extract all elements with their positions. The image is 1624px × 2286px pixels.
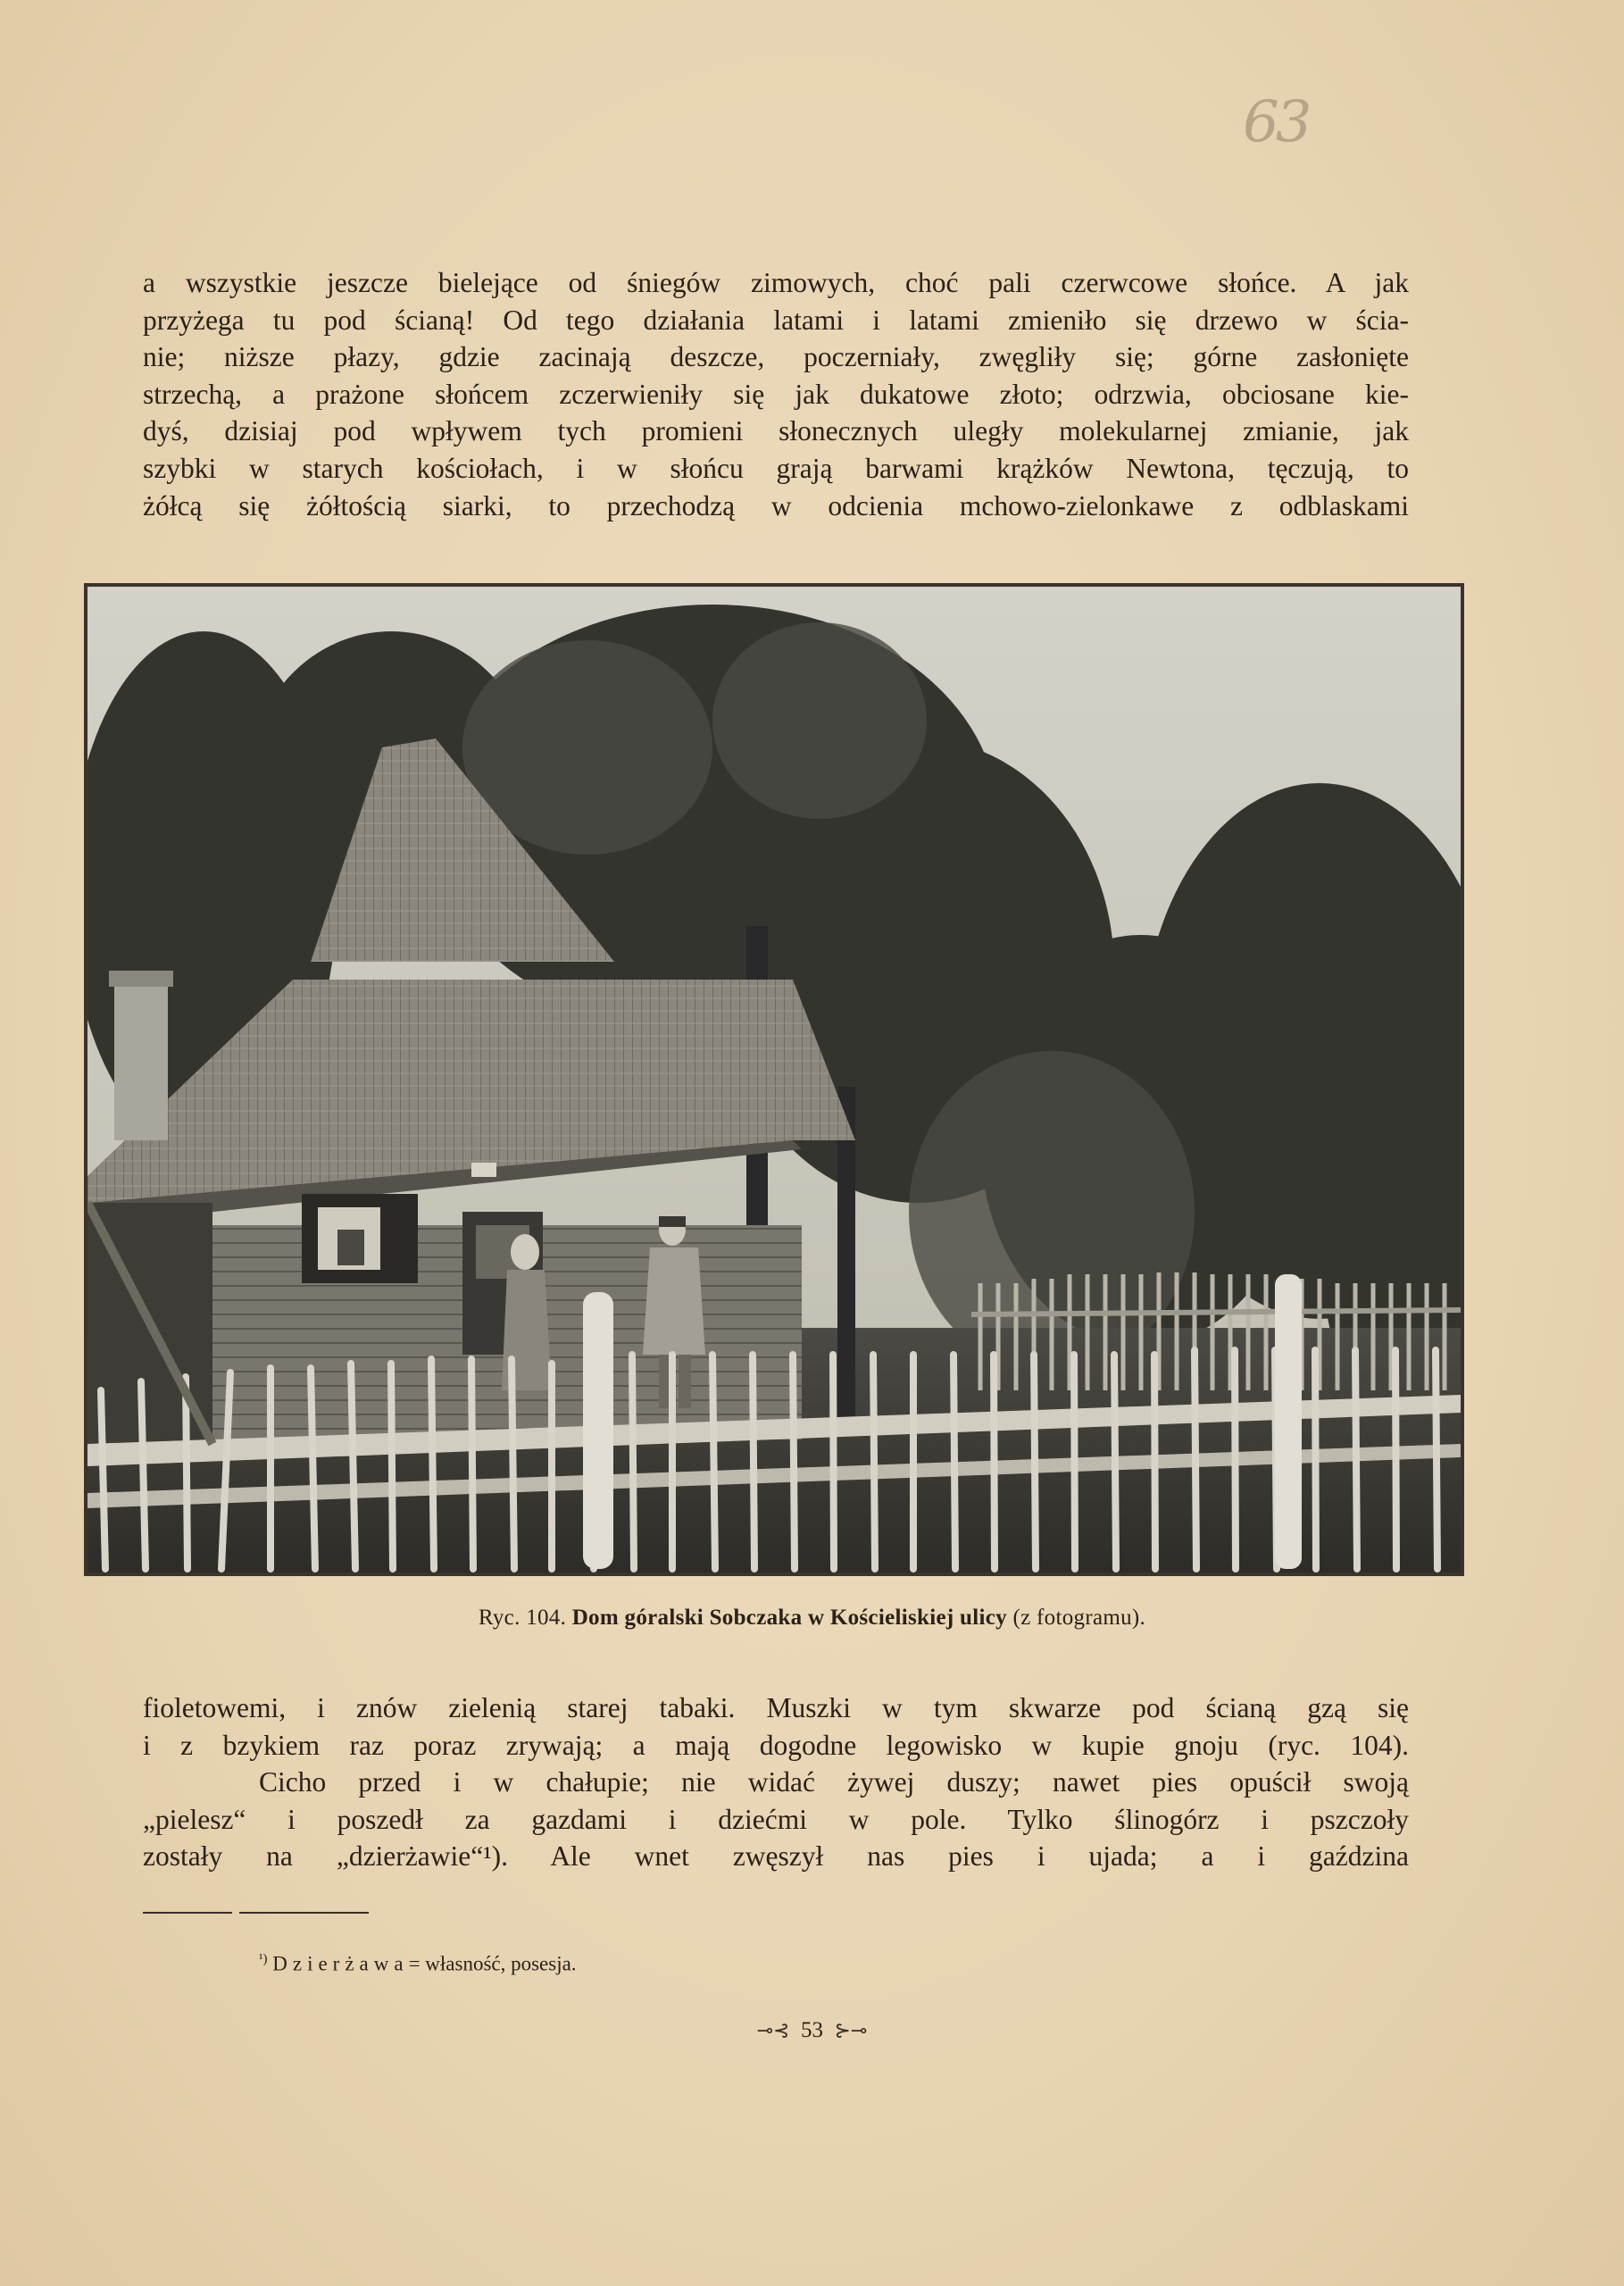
caption-suffix: (z fotogramu). [1012,1606,1146,1630]
text-line: a wszystkie jeszcze bielejące od śniegów zimowych, choć pali czerwcowe słońce. A jak [143,267,1409,298]
text-line: przyżega tu pod ścianą! Od tego działania latami i latami zmieniło się drzewo w ścia- [143,304,1409,336]
text-line: zostały na „dzierżawie“¹). Ale wnet zwęszył nas pies i ujada; a i gaździna [143,1840,1409,1873]
figure-caption [0,1606,1624,1631]
footnote-marker: ¹) [259,1952,268,1966]
photo-figure [84,583,1464,1576]
text-line: dyś, dzisiaj pod wpływem tych promieni słonecznych uległy molekularnej zmianie, jak [143,415,1409,447]
footnote-rule [143,1912,232,1914]
caption-prefix: Ryc. 104. [478,1606,567,1630]
text-line: „pielesz“ i poszedł za gazdami i dziećmi w pole. Tylko ślinogórz i pszczoły [143,1803,1409,1835]
footnote-term: Dzierżawa [272,1952,409,1975]
page-number-line [0,2018,1624,2043]
text-line: strzechą, a prażone słońcem zczerwieniły się jak dukatowe złoto; odrzwia, obciosane kie- [143,378,1409,410]
house-photo [87,587,1461,1573]
left-ornament-icon: ⊸⊰ [756,2020,790,2042]
footnote-definition: = własność, posesja. [408,1952,577,1975]
body-paragraph-1 [143,264,1409,524]
text-line: fioletowemi, i znów zielenią starej tabaki. Muszki w tym skwarze pod ścianą gzą się [143,1692,1409,1723]
footnote [259,1952,577,1976]
body-paragraph-2 [143,1689,1409,1875]
margin-page-note: 63 [1243,89,1309,155]
page-number: 53 [801,2018,823,2042]
footnote-rule [239,1912,369,1914]
text-line: żółcą się żółtością siarki, to przechodzą w odcienia mchowo-zielonkawe z odblaskami [143,489,1409,521]
back-fence [980,1272,1445,1390]
caption-title: Dom góralski Sobczaka w Kościeliskiej ulicy [571,1606,1007,1630]
right-ornament-icon: ⊱⊸ [834,2020,868,2042]
text-line: i z bzykiem raz poraz zrywają; a mają dogodne legowisko w kupie gnoju (ryc. 104). [143,1729,1409,1761]
text-line: Cicho przed i w chałupie; nie widać żywej duszy; nawet pies opuścił swoją [259,1766,1409,1798]
text-line: nie; niższe płazy, gdzie zacinają deszcze, poczerniały, zwęgliły się; górne zasłonięte [143,341,1409,373]
text-line: szybki w starych kościołach, i w słońcu grają barwami krążków Newtona, tęczują, to [143,452,1409,484]
